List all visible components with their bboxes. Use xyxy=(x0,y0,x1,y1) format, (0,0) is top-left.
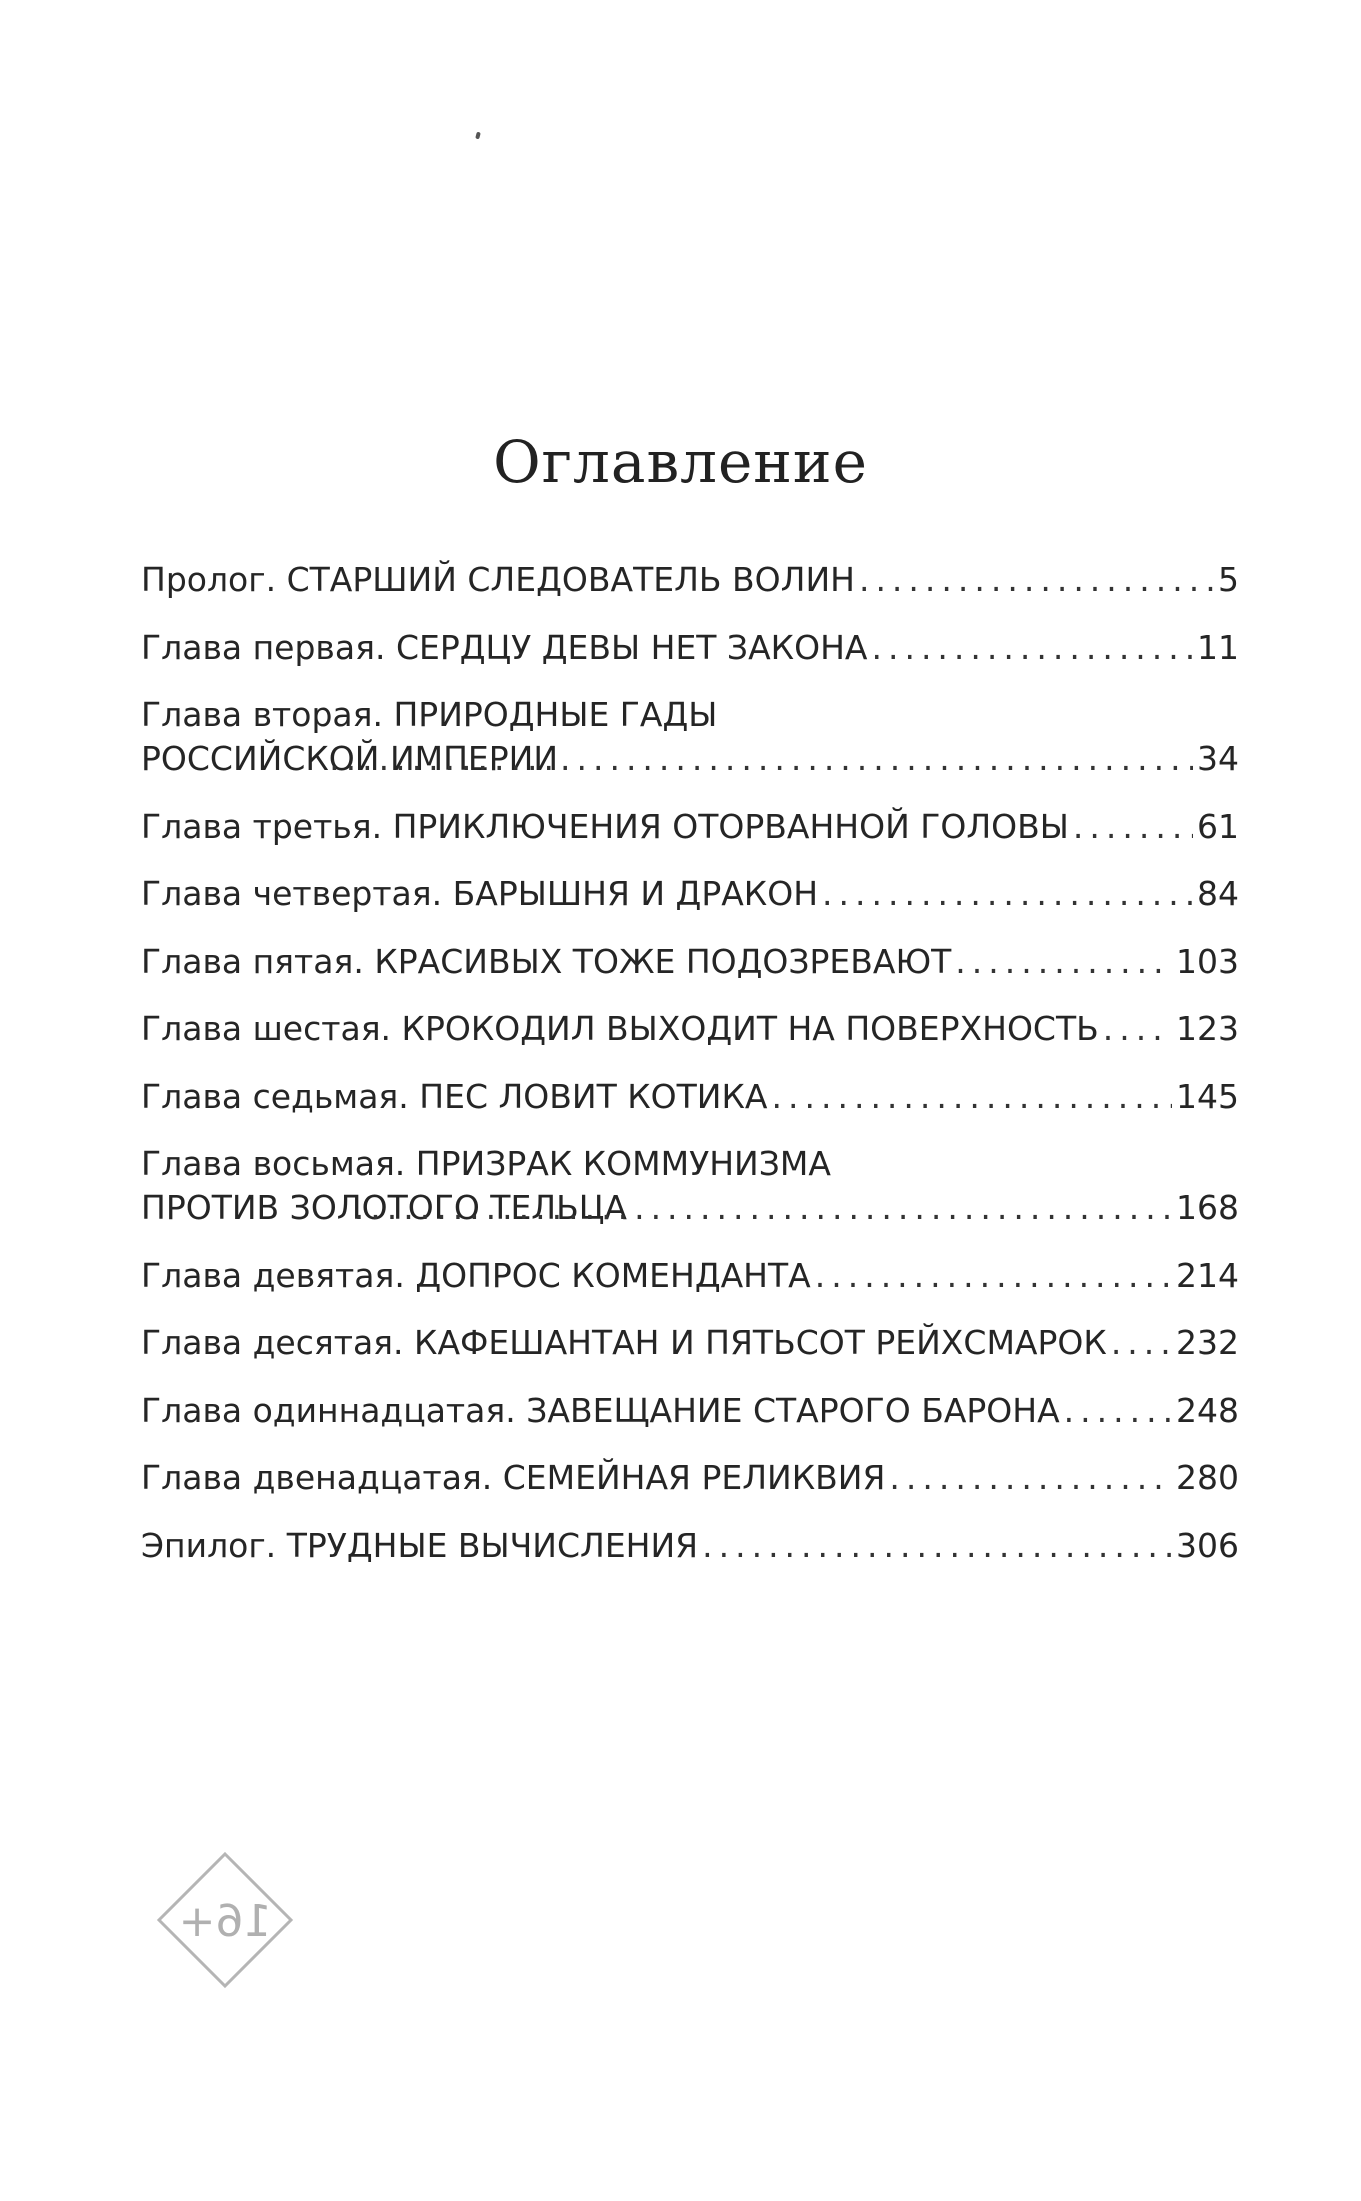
table-of-contents xyxy=(141,558,1239,1591)
age-rating-text: 16+ xyxy=(178,1896,272,1947)
dot-leader xyxy=(1064,1389,1172,1433)
toc-entry-text: Глава седьмая. ПЕС ЛОВИТ КОТИКА xyxy=(141,1076,768,1116)
dot-leader xyxy=(859,558,1214,602)
toc-entry[interactable] xyxy=(141,940,1239,984)
toc-entry[interactable] xyxy=(141,558,1239,602)
toc-entry[interactable] xyxy=(141,1524,1239,1568)
toc-entry[interactable] xyxy=(141,626,1239,670)
toc-page-number: 214 xyxy=(1176,1255,1239,1295)
dot-leader xyxy=(1111,1321,1172,1365)
toc-page-number: 145 xyxy=(1176,1076,1239,1116)
toc-entry-text: Глава вторая. ПРИРОДНЫЕ ГАДЫ РОССИЙСКОЙ ИМПЕРИИ xyxy=(141,695,718,778)
toc-page-number: 11 xyxy=(1197,627,1239,667)
toc-page-number: 61 xyxy=(1197,806,1239,846)
toc-entry[interactable] xyxy=(141,805,1239,849)
age-rating-diamond-icon xyxy=(155,1850,295,1990)
toc-entry[interactable] xyxy=(141,1007,1239,1051)
print-speck xyxy=(475,132,481,140)
toc-page-number: 5 xyxy=(1218,560,1239,599)
toc-page-number: 248 xyxy=(1176,1390,1239,1430)
dot-leader xyxy=(955,940,1172,984)
toc-entry-text: Глава одиннадцатая. ЗАВЕЩАНИЕ СТАРОГО БАРОНА xyxy=(141,1390,1060,1430)
toc-entry[interactable] xyxy=(141,1254,1239,1298)
toc-entry-text: Глава пятая. КРАСИВЫХ ТОЖЕ ПОДОЗРЕВАЮТ xyxy=(141,941,952,981)
dot-leader xyxy=(815,1254,1172,1298)
toc-entry-text: Глава двенадцатая. СЕМЕЙНАЯ РЕЛИКВИЯ xyxy=(141,1458,886,1497)
toc-page-number: 34 xyxy=(1197,739,1239,778)
toc-page-number: 123 xyxy=(1176,1009,1239,1048)
toc-entry-text: Глава шестая. КРОКОДИЛ ВЫХОДИТ НА ПОВЕРХНОСТЬ xyxy=(141,1009,1099,1048)
toc-entry-text: Глава девятая. ДОПРОС КОМЕНДАНТА xyxy=(141,1255,811,1295)
toc-entry[interactable] xyxy=(141,1075,1239,1119)
dot-leader xyxy=(822,872,1193,916)
toc-entry[interactable] xyxy=(141,872,1239,916)
dot-leader xyxy=(1073,805,1193,849)
toc-entry-text: Глава первая. СЕРДЦУ ДЕВЫ НЕТ ЗАКОНА xyxy=(141,627,868,667)
toc-entry-text: Пролог. СТАРШИЙ СЛЕДОВАТЕЛЬ ВОЛИН xyxy=(141,560,855,599)
toc-page-number: 232 xyxy=(1176,1323,1239,1362)
toc-page-number: 280 xyxy=(1176,1458,1239,1497)
toc-entry-text: Глава восьмая. ПРИЗРАК КОММУНИЗМА ПРОТИВ ЗОЛОТОГО ТЕЛЬЦА xyxy=(141,1144,831,1227)
toc-entry[interactable] xyxy=(141,693,1239,781)
toc-page-number: 168 xyxy=(1176,1188,1239,1227)
toc-page-number: 103 xyxy=(1176,941,1239,981)
toc-entry-text: Глава десятая. КАФЕШАНТАН И ПЯТЬСОТ РЕЙХСМАРОК xyxy=(141,1323,1107,1362)
toc-page-number: 306 xyxy=(1176,1525,1239,1565)
age-rating-badge xyxy=(155,1850,295,1990)
dot-leader xyxy=(354,1186,1172,1230)
toc-entry-text: Глава третья. ПРИКЛЮЧЕНИЯ ОТОРВАННОЙ ГОЛОВЫ xyxy=(141,806,1069,846)
dot-leader xyxy=(889,1456,1172,1500)
page-title: Оглавление xyxy=(493,428,868,496)
toc-entry[interactable] xyxy=(141,1142,1239,1230)
toc-entry[interactable] xyxy=(141,1389,1239,1433)
toc-page-number: 84 xyxy=(1197,874,1239,913)
dot-leader xyxy=(702,1524,1172,1568)
dot-leader xyxy=(1103,1007,1172,1051)
dot-leader xyxy=(871,626,1193,670)
dot-leader xyxy=(329,737,1193,781)
toc-entry[interactable] xyxy=(141,1456,1239,1500)
toc-entry-text: Глава четвертая. БАРЫШНЯ И ДРАКОН xyxy=(141,874,819,913)
toc-entry-text: Эпилог. ТРУДНЫЕ ВЫЧИСЛЕНИЯ xyxy=(141,1525,699,1565)
dot-leader xyxy=(772,1075,1173,1119)
toc-entry[interactable] xyxy=(141,1321,1239,1365)
